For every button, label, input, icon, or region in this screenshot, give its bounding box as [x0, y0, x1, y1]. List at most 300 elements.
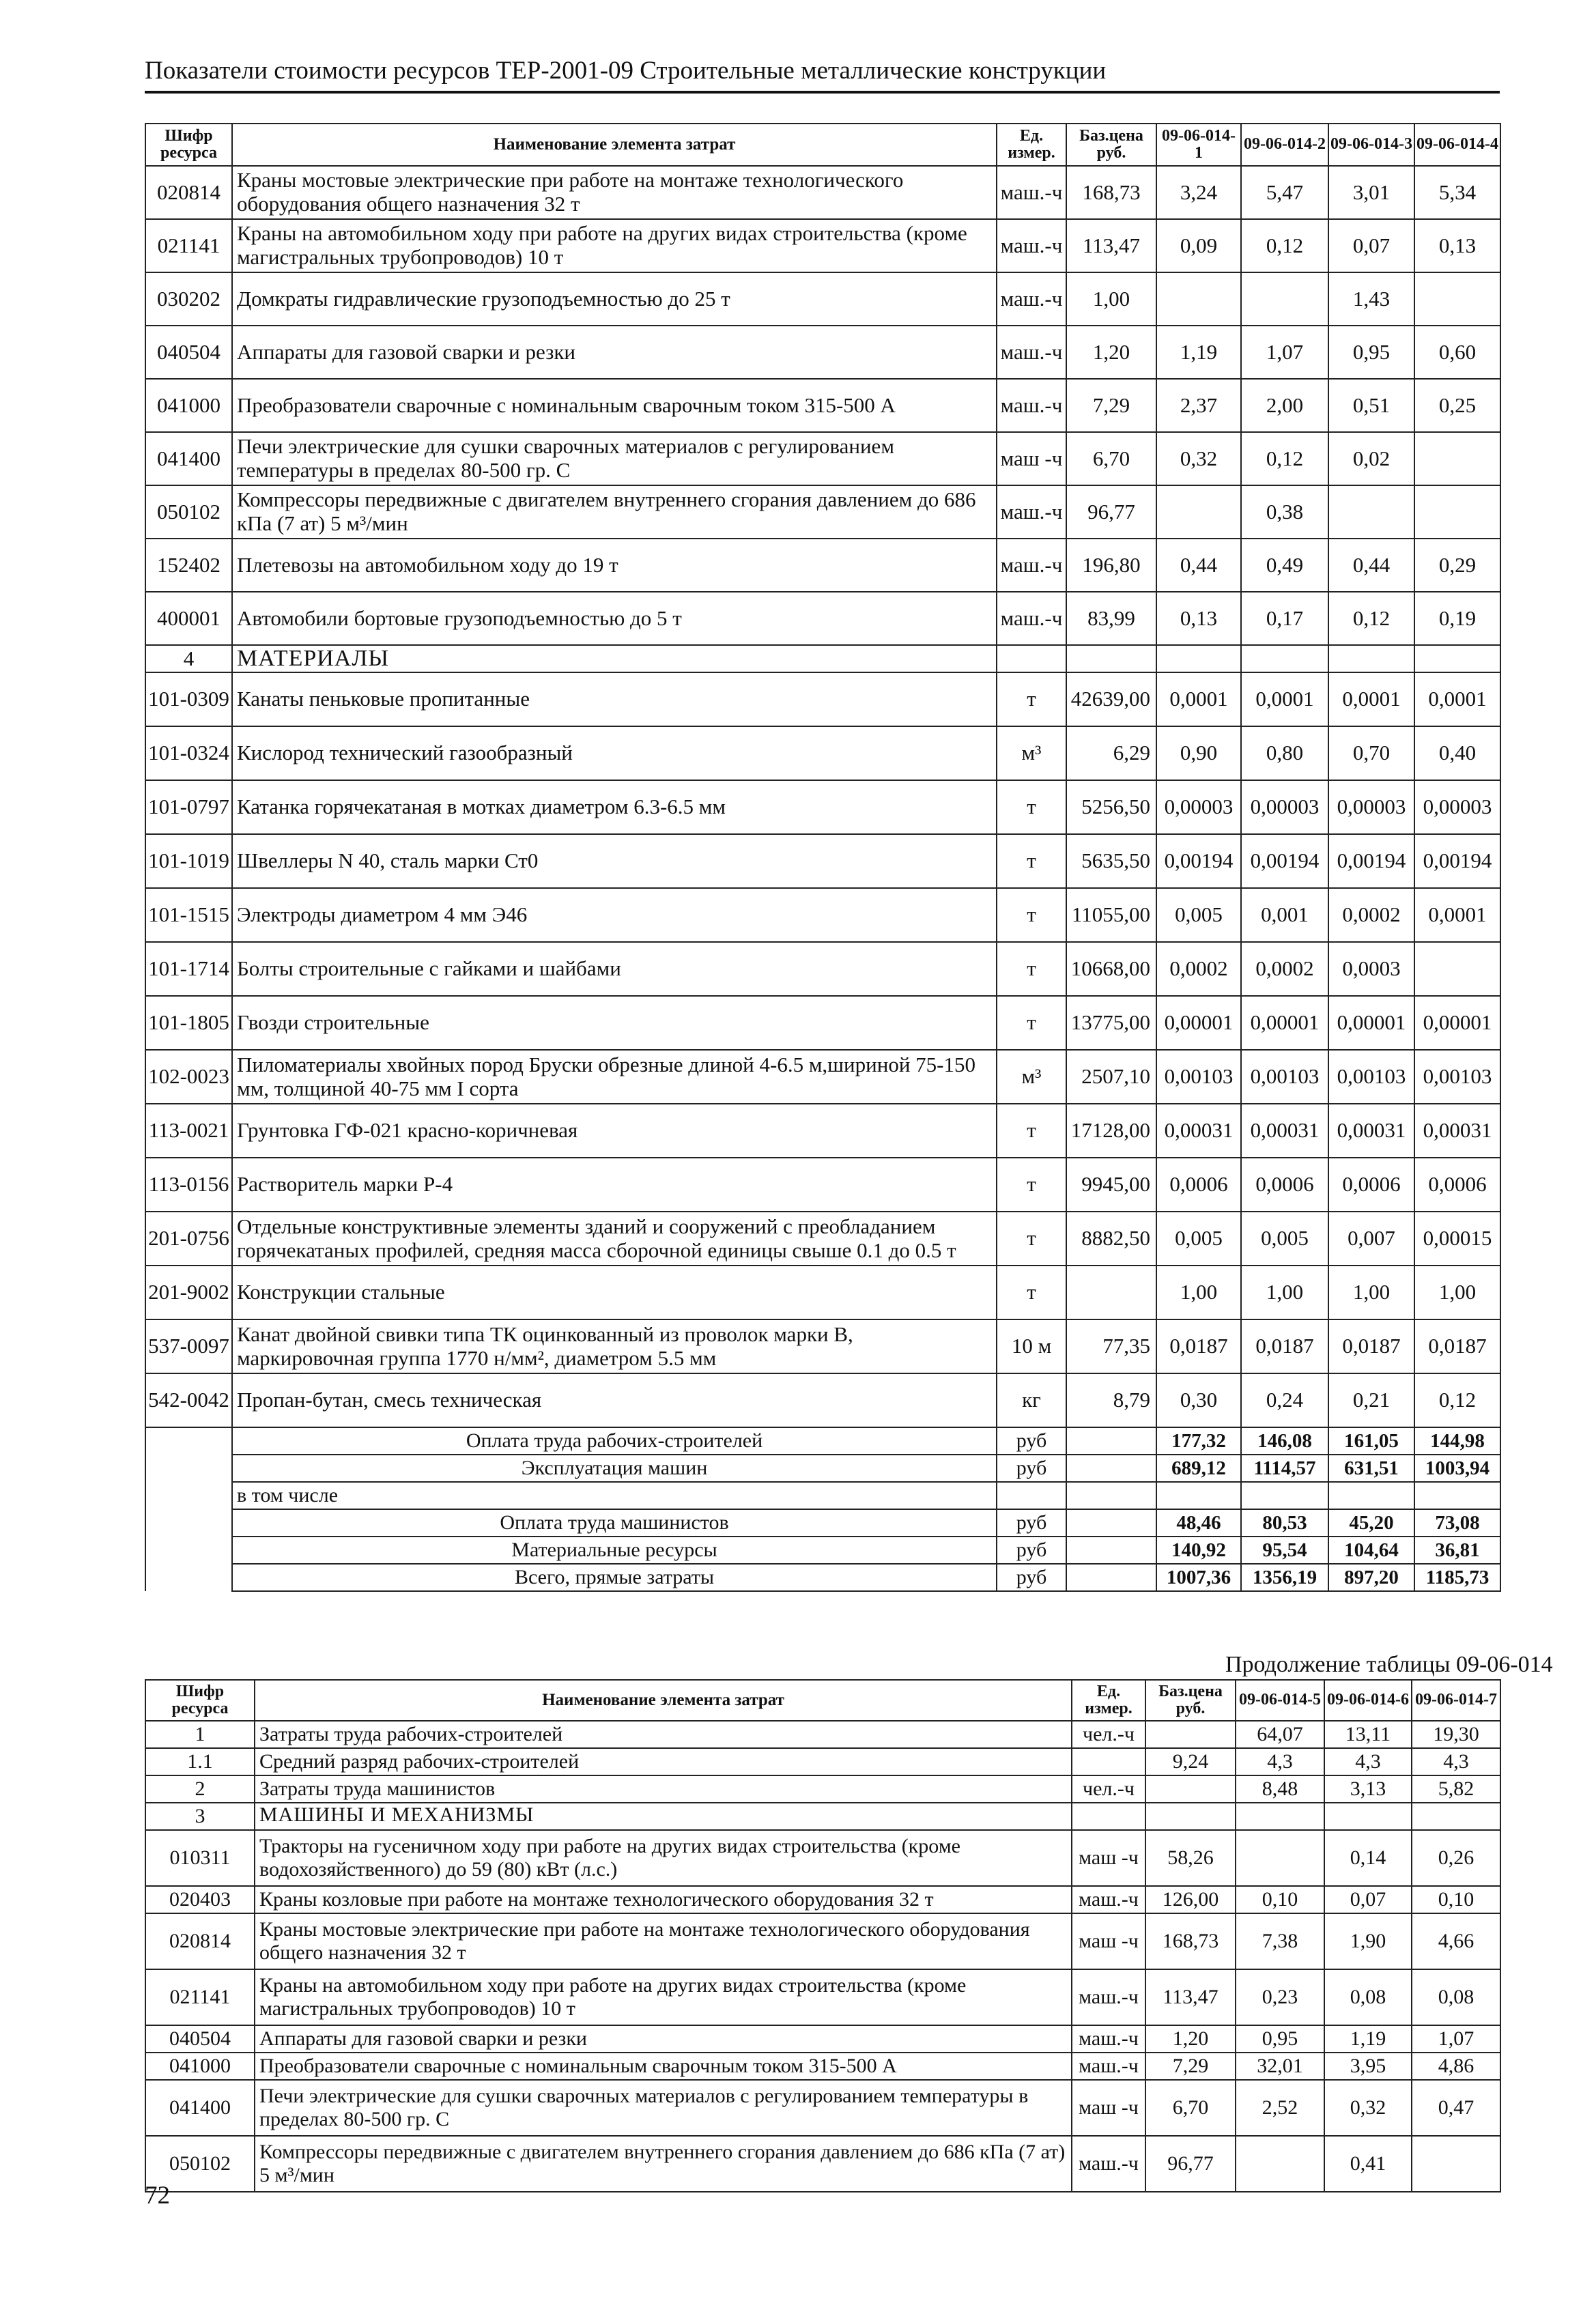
- value-col-1: 0,0006: [1156, 1158, 1241, 1212]
- value-col-2: 80,53: [1241, 1509, 1328, 1537]
- base-price: 113,47: [1145, 1969, 1236, 2025]
- resource-name: Затраты труда рабочих-строителей: [255, 1721, 1072, 1748]
- resource-unit: маш.-ч: [997, 592, 1066, 645]
- resource-code: 537-0097: [145, 1319, 232, 1373]
- base-price: 1,00: [1066, 272, 1156, 326]
- resource-unit: маш.-ч: [997, 379, 1066, 432]
- value-col-5: [1236, 1830, 1324, 1886]
- base-price: 10668,00: [1066, 942, 1156, 996]
- table-row: [145, 888, 1500, 942]
- resource-code: 113-0021: [145, 1104, 232, 1158]
- value-col-3: 0,00031: [1328, 1104, 1414, 1158]
- value-col-1: 0,0001: [1156, 672, 1241, 726]
- table-row: [145, 326, 1500, 379]
- value-col-3: 0,51: [1328, 379, 1414, 432]
- value-col-4: [1414, 942, 1500, 996]
- header-col-4: 09-06-014-4: [1414, 124, 1500, 166]
- base-price: 196,80: [1066, 539, 1156, 592]
- value-col-3: 0,0187: [1328, 1319, 1414, 1373]
- value-col-3: 0,00103: [1328, 1050, 1414, 1104]
- table-row: [145, 1803, 1500, 1830]
- resource-code: 2: [145, 1775, 255, 1803]
- resource-table-continued: [145, 1679, 1501, 2192]
- header-col-7: 09-06-014-7: [1412, 1680, 1500, 1721]
- table-row: [145, 379, 1500, 432]
- value-col-2: 146,08: [1241, 1427, 1328, 1455]
- resource-unit: маш.-ч: [997, 485, 1066, 539]
- resource-code: 010311: [145, 1830, 255, 1886]
- resource-name: Электроды диаметром 4 мм Э46: [232, 888, 997, 942]
- resource-unit: маш.-ч: [997, 272, 1066, 326]
- table-row: [145, 1373, 1500, 1427]
- empty-price-cell: [1066, 1564, 1156, 1591]
- resource-name: Болты строительные с гайками и шайбами: [232, 942, 997, 996]
- value-col-5: 7,38: [1236, 1913, 1324, 1969]
- value-col-4: 0,00031: [1414, 1104, 1500, 1158]
- summary-unit: [997, 1482, 1066, 1509]
- resource-code: 101-1019: [145, 834, 232, 888]
- header-col-3: 09-06-014-3: [1328, 124, 1414, 166]
- resource-code: 040504: [145, 326, 232, 379]
- resource-name: Краны козловые при работе на монтаже технологического оборудования 32 т: [255, 1886, 1072, 1913]
- base-price: 5256,50: [1066, 780, 1156, 834]
- resource-name: Затраты труда машинистов: [255, 1775, 1072, 1803]
- base-price: 7,29: [1145, 2053, 1236, 2080]
- value-col-7: [1412, 1803, 1500, 1830]
- resource-name: Отдельные конструктивные элементы зданий и сооружений с преобладанием горячекатаных профилей, средняя масса сборочной единицы свыше 0.1 до 0.5 т: [232, 1212, 997, 1266]
- resource-code: 101-0324: [145, 726, 232, 780]
- value-col-1: 689,12: [1156, 1455, 1241, 1482]
- value-col-3: 45,20: [1328, 1509, 1414, 1537]
- value-col-1: 0,0187: [1156, 1319, 1241, 1373]
- value-col-2: 1,00: [1241, 1266, 1328, 1319]
- header-unit: Ед. измер.: [1072, 1680, 1145, 1721]
- value-col-4: [1414, 1482, 1500, 1509]
- base-price: 9945,00: [1066, 1158, 1156, 1212]
- value-col-1: 0,005: [1156, 888, 1241, 942]
- value-col-4: 1185,73: [1414, 1564, 1500, 1591]
- header-price: Баз.цена руб.: [1066, 124, 1156, 166]
- base-price: 9,24: [1145, 1748, 1236, 1775]
- table-header-row: [145, 1680, 1500, 1721]
- resource-name: Гвозди строительные: [232, 996, 997, 1050]
- value-col-4: 144,98: [1414, 1427, 1500, 1455]
- value-col-1: 2,37: [1156, 379, 1241, 432]
- resource-code: 201-9002: [145, 1266, 232, 1319]
- resource-name: Домкраты гидравлические грузоподъемностью до 25 т: [232, 272, 997, 326]
- value-col-1: 0,00031: [1156, 1104, 1241, 1158]
- value-col-3: 0,0001: [1328, 672, 1414, 726]
- value-col-5: [1236, 1803, 1324, 1830]
- value-col-4: 0,0006: [1414, 1158, 1500, 1212]
- base-price: 6,70: [1145, 2080, 1236, 2136]
- base-price: [1145, 1803, 1236, 1830]
- value-col-7: 0,47: [1412, 2080, 1500, 2136]
- value-col-3: 0,70: [1328, 726, 1414, 780]
- base-price: 7,29: [1066, 379, 1156, 432]
- resource-code: 050102: [145, 485, 232, 539]
- value-col-7: 0,08: [1412, 1969, 1500, 2025]
- value-col-3: 0,44: [1328, 539, 1414, 592]
- base-price: 96,77: [1145, 2136, 1236, 2192]
- summary-unit: руб: [997, 1427, 1066, 1455]
- value-col-3: 0,00003: [1328, 780, 1414, 834]
- table-row: [145, 2136, 1500, 2192]
- resource-code: 542-0042: [145, 1373, 232, 1427]
- value-col-4: 0,00194: [1414, 834, 1500, 888]
- base-price: 8,79: [1066, 1373, 1156, 1427]
- resource-unit: маш.-ч: [1072, 1969, 1145, 2025]
- table-row: [145, 1721, 1500, 1748]
- value-col-6: 3,13: [1324, 1775, 1412, 1803]
- value-col-4: 0,19: [1414, 592, 1500, 645]
- resource-name: Канаты пеньковые пропитанные: [232, 672, 997, 726]
- table-row: [145, 1158, 1500, 1212]
- value-col-6: 4,3: [1324, 1748, 1412, 1775]
- value-col-1: [1156, 1482, 1241, 1509]
- resource-table-main: [145, 123, 1501, 1592]
- table-row: [145, 1775, 1500, 1803]
- value-col-2: 95,54: [1241, 1537, 1328, 1564]
- base-price: [1145, 1775, 1236, 1803]
- page-number: 72: [145, 2182, 170, 2210]
- value-col-3: 0,07: [1328, 219, 1414, 272]
- value-col-2: 0,00001: [1241, 996, 1328, 1050]
- resource-code: 201-0756: [145, 1212, 232, 1266]
- value-col-1: 0,005: [1156, 1212, 1241, 1266]
- base-price: 1,20: [1066, 326, 1156, 379]
- value-col-6: 0,14: [1324, 1830, 1412, 1886]
- resource-code: 102-0023: [145, 1050, 232, 1104]
- resource-name: Пропан-бутан, смесь техническая: [232, 1373, 997, 1427]
- summary-label: Всего, прямые затраты: [232, 1564, 997, 1591]
- table-continuation-caption: Продолжение таблицы 09-06-014: [1225, 1652, 1553, 1677]
- value-col-3: 0,21: [1328, 1373, 1414, 1427]
- base-price: 58,26: [1145, 1830, 1236, 1886]
- value-col-2: 0,001: [1241, 888, 1328, 942]
- resource-unit: т: [997, 1158, 1066, 1212]
- resource-name: Аппараты для газовой сварки и резки: [255, 2025, 1072, 2053]
- value-col-3: 0,00194: [1328, 834, 1414, 888]
- resource-name: Канат двойной свивки типа ТК оцинкованный из проволок марки В, маркировочная группа 1770 н/мм², диаметром 5.5 мм: [232, 1319, 997, 1373]
- value-col-3: 0,02: [1328, 432, 1414, 485]
- resource-unit: маш.-ч: [1072, 1886, 1145, 1913]
- resource-code: 1: [145, 1721, 255, 1748]
- value-col-3: 104,64: [1328, 1537, 1414, 1564]
- resource-name: Пиломатериалы хвойных пород Бруски обрезные длиной 4-6.5 м,шириной 75-150 мм, толщиной 40-75 мм I сорта: [232, 1050, 997, 1104]
- value-col-4: 1003,94: [1414, 1455, 1500, 1482]
- table-header-row: [145, 124, 1500, 166]
- resource-code: 400001: [145, 592, 232, 645]
- value-col-6: 1,90: [1324, 1913, 1412, 1969]
- summary-unit: руб: [997, 1509, 1066, 1537]
- resource-unit: т: [997, 888, 1066, 942]
- resource-code: 041400: [145, 2080, 255, 2136]
- table-row: [145, 592, 1500, 645]
- resource-unit: маш.-ч: [997, 326, 1066, 379]
- value-col-6: [1324, 1803, 1412, 1830]
- resource-name: Преобразователи сварочные с номинальным сварочным током 315-500 А: [255, 2053, 1072, 2080]
- value-col-4: 0,0001: [1414, 888, 1500, 942]
- value-col-2: [1241, 272, 1328, 326]
- value-col-1: 0,09: [1156, 219, 1241, 272]
- value-col-4: 0,00001: [1414, 996, 1500, 1050]
- resource-unit: маш -ч: [997, 432, 1066, 485]
- value-col-1: 0,32: [1156, 432, 1241, 485]
- value-col-4: 0,0187: [1414, 1319, 1500, 1373]
- value-col-4: [1414, 485, 1500, 539]
- value-col-3: [1328, 1482, 1414, 1509]
- value-col-5: 32,01: [1236, 2053, 1324, 2080]
- table-row: [145, 2025, 1500, 2053]
- summary-label: в том числе: [232, 1482, 997, 1509]
- base-price: [1145, 1721, 1236, 1748]
- resource-name: Растворитель марки Р-4: [232, 1158, 997, 1212]
- value-col-2: 0,00103: [1241, 1050, 1328, 1104]
- table-row: [145, 272, 1500, 326]
- empty-price-cell: [1066, 1509, 1156, 1537]
- value-col-1: 0,00194: [1156, 834, 1241, 888]
- value-col-2: 0,38: [1241, 485, 1328, 539]
- resource-code: 101-1805: [145, 996, 232, 1050]
- base-price: 2507,10: [1066, 1050, 1156, 1104]
- value-col-4: 73,08: [1414, 1509, 1500, 1537]
- value-col-2: 0,005: [1241, 1212, 1328, 1266]
- resource-code: 041400: [145, 432, 232, 485]
- base-price: 168,73: [1145, 1913, 1236, 1969]
- value-col-4: 0,40: [1414, 726, 1500, 780]
- resource-unit: маш.-ч: [997, 219, 1066, 272]
- resource-code: 3: [145, 1803, 255, 1830]
- value-col-3: 1,00: [1328, 1266, 1414, 1319]
- value-col-2: 0,12: [1241, 432, 1328, 485]
- value-col-3: 631,51: [1328, 1455, 1414, 1482]
- resource-code: 101-1515: [145, 888, 232, 942]
- resource-code: 020403: [145, 1886, 255, 1913]
- resource-code: 041000: [145, 379, 232, 432]
- value-col-5: 0,23: [1236, 1969, 1324, 2025]
- value-col-3: 0,12: [1328, 592, 1414, 645]
- resource-name: Преобразователи сварочные с номинальным сварочным током 315-500 А: [232, 379, 997, 432]
- table-row: [145, 1266, 1500, 1319]
- value-col-4: 0,00103: [1414, 1050, 1500, 1104]
- value-col-7: 5,82: [1412, 1775, 1500, 1803]
- table-row: [145, 726, 1500, 780]
- table-row: [145, 1748, 1500, 1775]
- empty-price-cell: [1066, 1455, 1156, 1482]
- value-col-2: 0,0006: [1241, 1158, 1328, 1212]
- value-col-1: 48,46: [1156, 1509, 1241, 1537]
- value-col-6: 1,19: [1324, 2025, 1412, 2053]
- resource-unit: маш -ч: [1072, 1913, 1145, 1969]
- value-col-2: [1241, 1482, 1328, 1509]
- base-price: 113,47: [1066, 219, 1156, 272]
- resource-code: 050102: [145, 2136, 255, 2192]
- table-row: [145, 1886, 1500, 1913]
- resource-unit: маш -ч: [1072, 2080, 1145, 2136]
- header-col-5: 09-06-014-5: [1236, 1680, 1324, 1721]
- resource-name: Краны мостовые электрические при работе на монтаже технологического оборудования общего назначения 32 т: [232, 166, 997, 219]
- table-row: [145, 219, 1500, 272]
- value-col-2: 2,00: [1241, 379, 1328, 432]
- resource-unit: маш.-ч: [1072, 2136, 1145, 2192]
- value-col-7: 0,26: [1412, 1830, 1500, 1886]
- value-col-1: 0,44: [1156, 539, 1241, 592]
- value-col-7: 19,30: [1412, 1721, 1500, 1748]
- value-col-4: 1,00: [1414, 1266, 1500, 1319]
- base-price: 1,20: [1145, 2025, 1236, 2053]
- table-row: [145, 166, 1500, 219]
- blank-cell: [145, 1455, 232, 1482]
- value-col-7: 4,86: [1412, 2053, 1500, 2080]
- resource-unit: маш.-ч: [1072, 2053, 1145, 2080]
- value-col-4: [1414, 432, 1500, 485]
- value-col-3: 0,0002: [1328, 888, 1414, 942]
- value-col-4: 0,00003: [1414, 780, 1500, 834]
- value-col-5: 64,07: [1236, 1721, 1324, 1748]
- resource-code: 020814: [145, 1913, 255, 1969]
- header-code: Шифр ресурса: [145, 124, 232, 166]
- summary-row: [145, 1537, 1500, 1564]
- resource-unit: т: [997, 1266, 1066, 1319]
- header-unit: Ед. измер.: [997, 124, 1066, 166]
- value-col-6: 3,95: [1324, 2053, 1412, 2080]
- value-col-1: 0,00001: [1156, 996, 1241, 1050]
- value-col-2: 1114,57: [1241, 1455, 1328, 1482]
- resource-code: 101-0797: [145, 780, 232, 834]
- resource-unit: чел.-ч: [1072, 1775, 1145, 1803]
- table-row: [145, 780, 1500, 834]
- value-col-2: 0,00031: [1241, 1104, 1328, 1158]
- summary-unit: руб: [997, 1455, 1066, 1482]
- section-row-materials: [145, 645, 1500, 672]
- resource-name: Аппараты для газовой сварки и резки: [232, 326, 997, 379]
- empty-price-cell: [1066, 1537, 1156, 1564]
- value-col-6: 0,41: [1324, 2136, 1412, 2192]
- resource-unit: [1072, 1803, 1145, 1830]
- base-price: 8882,50: [1066, 1212, 1156, 1266]
- section-title: МАТЕРИАЛЫ: [232, 645, 997, 672]
- value-col-7: 1,07: [1412, 2025, 1500, 2053]
- resource-unit: т: [997, 942, 1066, 996]
- value-col-2: 0,17: [1241, 592, 1328, 645]
- header-col-2: 09-06-014-2: [1241, 124, 1328, 166]
- empty-price-cell: [1066, 1482, 1156, 1509]
- table-row: [145, 539, 1500, 592]
- value-col-6: 0,07: [1324, 1886, 1412, 1913]
- resource-name: Грунтовка ГФ-021 красно-коричневая: [232, 1104, 997, 1158]
- blank-cell: [145, 1537, 232, 1564]
- base-price: 83,99: [1066, 592, 1156, 645]
- value-col-4: 5,34: [1414, 166, 1500, 219]
- value-col-1: 140,92: [1156, 1537, 1241, 1564]
- resource-unit: м³: [997, 1050, 1066, 1104]
- value-col-4: 0,29: [1414, 539, 1500, 592]
- base-price: 126,00: [1145, 1886, 1236, 1913]
- summary-label: Оплата труда рабочих-строителей: [232, 1427, 997, 1455]
- value-col-2: 1,07: [1241, 326, 1328, 379]
- section-code: 4: [145, 645, 232, 672]
- table-row: [145, 2080, 1500, 2136]
- empty-price-cell: [1066, 1427, 1156, 1455]
- value-col-4: 0,12: [1414, 1373, 1500, 1427]
- value-col-1: 1,19: [1156, 326, 1241, 379]
- resource-code: 113-0156: [145, 1158, 232, 1212]
- resource-unit: маш -ч: [1072, 1830, 1145, 1886]
- value-col-1: [1156, 272, 1241, 326]
- base-price: 5635,50: [1066, 834, 1156, 888]
- resource-name: Тракторы на гусеничном ходу при работе на других видах строительства (кроме водохозяйственного) до 59 (80) кВт (л.с.): [255, 1830, 1072, 1886]
- value-col-1: 177,32: [1156, 1427, 1241, 1455]
- resource-code: 101-0309: [145, 672, 232, 726]
- blank-cell: [145, 1427, 232, 1455]
- value-col-3: 0,0003: [1328, 942, 1414, 996]
- value-col-1: [1156, 485, 1241, 539]
- table-row: [145, 1212, 1500, 1266]
- base-price: 96,77: [1066, 485, 1156, 539]
- value-col-2: 0,0187: [1241, 1319, 1328, 1373]
- resource-unit: м³: [997, 726, 1066, 780]
- table-row: [145, 672, 1500, 726]
- table-row: [145, 1913, 1500, 1969]
- base-price: 6,29: [1066, 726, 1156, 780]
- table-row: [145, 1830, 1500, 1886]
- resource-name: Краны на автомобильном ходу при работе на других видах строительства (кроме магистральных трубопроводов) 10 т: [232, 219, 997, 272]
- value-col-5: 4,3: [1236, 1748, 1324, 1775]
- resource-name: Плетевозы на автомобильном ходу до 19 т: [232, 539, 997, 592]
- value-col-5: 0,95: [1236, 2025, 1324, 2053]
- resource-name: Печи электрические для сушки сварочных материалов с регулированием температуры в пределах 80-500 гр. С: [255, 2080, 1072, 2136]
- base-price: 77,35: [1066, 1319, 1156, 1373]
- resource-unit: т: [997, 1104, 1066, 1158]
- table-row: [145, 485, 1500, 539]
- resource-unit: маш.-ч: [1072, 2025, 1145, 2053]
- blank-cell: [145, 1482, 232, 1509]
- table-row: [145, 942, 1500, 996]
- resource-unit: [1072, 1748, 1145, 1775]
- header-price: Баз.цена руб.: [1145, 1680, 1236, 1721]
- table-row: [145, 1104, 1500, 1158]
- value-col-6: 0,32: [1324, 2080, 1412, 2136]
- resource-unit: т: [997, 672, 1066, 726]
- value-col-2: 0,24: [1241, 1373, 1328, 1427]
- table-row: [145, 1050, 1500, 1104]
- value-col-6: 0,08: [1324, 1969, 1412, 2025]
- value-col-3: 897,20: [1328, 1564, 1414, 1591]
- table-row: [145, 1319, 1500, 1373]
- value-col-4: 0,13: [1414, 219, 1500, 272]
- table-row: [145, 996, 1500, 1050]
- resource-name: Компрессоры передвижные с двигателем внутреннего сгорания давлением до 686 кПа (7 ат) 5 м³/мин: [255, 2136, 1072, 2192]
- blank-cell: [145, 1564, 232, 1591]
- value-col-5: [1236, 2136, 1324, 2192]
- resource-unit: т: [997, 780, 1066, 834]
- value-col-2: 0,00194: [1241, 834, 1328, 888]
- summary-unit: руб: [997, 1537, 1066, 1564]
- value-col-4: 0,00015: [1414, 1212, 1500, 1266]
- value-col-3: 0,007: [1328, 1212, 1414, 1266]
- value-col-3: [1328, 485, 1414, 539]
- summary-row: [145, 1509, 1500, 1537]
- base-price: 42639,00: [1066, 672, 1156, 726]
- resource-unit: т: [997, 996, 1066, 1050]
- value-col-7: [1412, 2136, 1500, 2192]
- value-col-1: 0,30: [1156, 1373, 1241, 1427]
- header-code: Шифр ресурса: [145, 1680, 255, 1721]
- value-col-2: 0,0001: [1241, 672, 1328, 726]
- resource-unit: 10 м: [997, 1319, 1066, 1373]
- table-row: [145, 834, 1500, 888]
